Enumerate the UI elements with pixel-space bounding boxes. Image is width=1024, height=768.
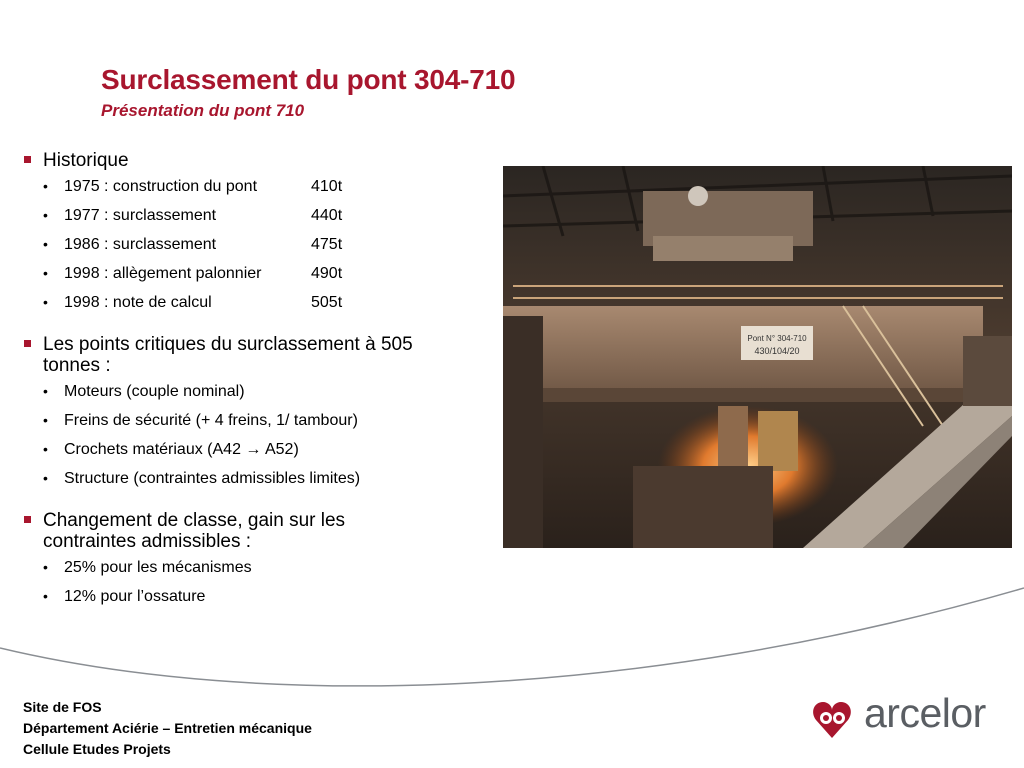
history-list: [43, 177, 484, 322]
item-text: 25% pour les mécanismes: [64, 559, 252, 576]
crane-photo: [503, 166, 1012, 548]
logo-text: arcelor: [864, 690, 986, 736]
bullet-dot-icon: •: [43, 588, 48, 604]
item-text: 1998 : allègement palonnier: [64, 265, 262, 282]
section-title: Historique: [43, 150, 129, 171]
list-item: [43, 411, 484, 440]
square-bullet-icon: [24, 156, 31, 163]
footer-site: Site de FOS: [23, 699, 102, 715]
bullet-dot-icon: •: [43, 236, 48, 252]
item-text: Crochets matériaux (A42 → A52): [64, 441, 299, 458]
crane-sign-capacity: 430/104/20: [754, 346, 800, 356]
slide-title: Surclassement du pont 304-710: [101, 64, 516, 95]
item-value: 410t: [311, 178, 343, 195]
footer: [23, 697, 312, 760]
bullet-dot-icon: •: [43, 207, 48, 223]
list-item: [43, 469, 484, 498]
item-value: 440t: [311, 207, 343, 224]
decorative-swoosh: [0, 560, 1024, 700]
square-bullet-icon: [24, 340, 31, 347]
footer-department: Département Aciérie – Entretien mécanique: [23, 720, 312, 736]
list-item: [43, 206, 484, 235]
section-title-line: contraintes admissibles :: [43, 531, 252, 552]
bullet-dot-icon: •: [43, 383, 48, 399]
section-title: [43, 334, 484, 376]
item-text: Moteurs (couple nominal): [64, 383, 245, 400]
section-title-line: tonnes :: [43, 355, 111, 376]
list-item: [43, 440, 484, 469]
item-value: 475t: [311, 236, 343, 253]
section-points-critiques: [24, 334, 484, 498]
item-text: 1977 : surclassement: [64, 207, 217, 224]
item-text: 1998 : note de calcul: [64, 294, 212, 311]
bullet-dot-icon: •: [43, 559, 48, 575]
section-title: [43, 510, 484, 552]
bullet-dot-icon: •: [43, 441, 48, 457]
list-item: [43, 235, 484, 264]
crane-sign-text: Pont N° 304-710: [747, 334, 807, 343]
item-value: 490t: [311, 265, 343, 282]
bullet-dot-icon: •: [43, 412, 48, 428]
section-title-line: Changement de classe, gain sur les: [43, 510, 346, 531]
item-text: 12% pour l’ossature: [64, 588, 206, 605]
bullet-dot-icon: •: [43, 265, 48, 281]
arcelor-logo: [808, 690, 1008, 745]
list-item: [43, 264, 484, 293]
bullet-dot-icon: •: [43, 178, 48, 194]
slide-subtitle: Présentation du pont 710: [101, 101, 305, 120]
heart-logo-icon: [808, 696, 860, 748]
list-item: [43, 293, 484, 322]
section-title-line: Les points critiques du surclassement à 505: [43, 334, 413, 355]
list-item: [43, 177, 484, 206]
item-value: 505t: [311, 294, 343, 311]
square-bullet-icon: [24, 516, 31, 523]
item-text: 1986 : surclassement: [64, 236, 217, 253]
bullet-dot-icon: •: [43, 294, 48, 310]
section-historique: [24, 150, 484, 322]
item-text: 1975 : construction du pont: [64, 178, 258, 195]
bullet-dot-icon: •: [43, 470, 48, 486]
footer-unit: Cellule Etudes Projets: [23, 741, 171, 757]
critical-points-list: [43, 382, 484, 498]
list-item: [43, 382, 484, 411]
item-text: Freins de sécurité (+ 4 freins, 1/ tambour): [64, 412, 358, 429]
bullet-content: [24, 150, 484, 628]
item-text: Structure (contraintes admissibles limites): [64, 470, 361, 487]
